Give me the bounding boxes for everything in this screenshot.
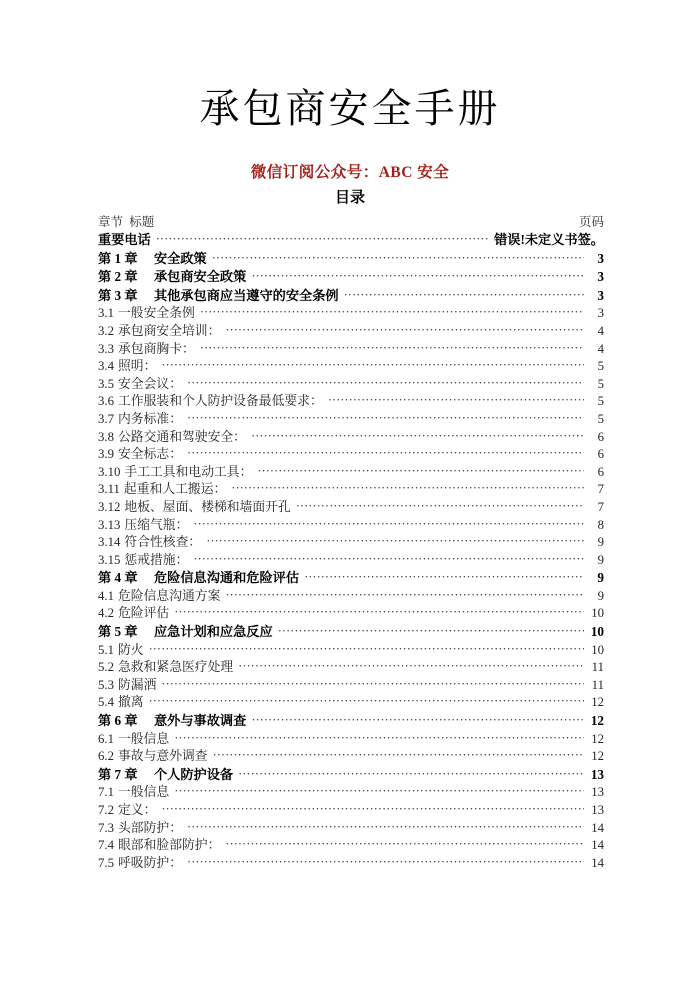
toc-entry-page-number: 10 (591, 642, 604, 657)
toc-entry[interactable] (98, 623, 604, 642)
toc-dot-leader (161, 801, 584, 819)
toc-entry[interactable] (98, 588, 604, 606)
toc-entry-number: 3.11 (98, 482, 120, 497)
toc-entry-title: 一般安全条例 (118, 306, 195, 321)
toc-entry[interactable] (98, 766, 604, 785)
toc-entry-number: 5.1 (98, 642, 114, 657)
toc-entry-number: 3.4 (98, 359, 114, 374)
toc-entry-page-number: 12 (591, 749, 604, 764)
toc-entry-page-number: 11 (591, 677, 604, 692)
toc-entry-page-number: 7 (597, 482, 604, 497)
toc-entry-title: 定义： (118, 803, 157, 817)
toc-entry-title: 危险信息沟通和危险评估 (154, 570, 300, 586)
toc-entry-page-number: 3 (597, 250, 604, 266)
toc-entry-number: 第 3 章 (98, 287, 138, 303)
toc-entry-title: 惩戒措施： (124, 552, 189, 567)
toc-entry[interactable] (98, 731, 604, 749)
toc-entry-number: 3.5 (98, 376, 114, 391)
toc-dot-leader (149, 693, 584, 711)
toc-entry[interactable] (98, 464, 604, 482)
toc-entry-page-number: 14 (591, 838, 604, 853)
toc-entry-number: 第 6 章 (98, 713, 138, 729)
toc-entry-page-number: 5 (597, 359, 604, 374)
toc-dot-leader (225, 836, 584, 854)
toc-column-header-right: 页码 (578, 215, 604, 229)
toc-dot-leader (251, 712, 584, 730)
toc-dot-leader (200, 304, 584, 322)
toc-entry-title: 防火 (118, 642, 144, 657)
toc-entry-page-number: 4 (597, 323, 604, 338)
toc-entry-title: 符合性核查： (124, 535, 202, 550)
toc-entry-page-number: 3 (597, 287, 604, 303)
toc-entry-title: 公路交通和驾驶安全： (118, 429, 246, 444)
toc-entry-title: 危险信息沟通方案 (118, 588, 221, 603)
toc-entry-number: 5.3 (98, 677, 114, 692)
toc-column-header-left: 章节 标题 (98, 215, 155, 229)
toc-entry-number: 3.15 (98, 552, 121, 567)
toc-entry-title: 安全会议： (118, 376, 182, 391)
toc-dot-leader (225, 587, 584, 605)
toc-entry-title: 承包商胸卡： (118, 341, 195, 356)
toc-entry-number: 6.1 (98, 731, 114, 746)
toc-entry-page-number: 9 (597, 570, 604, 586)
toc-entry-number: 7.3 (98, 820, 114, 835)
toc-dot-leader (187, 410, 584, 428)
toc-entry-number: 3.8 (98, 429, 114, 444)
toc-entry-page-number: 6 (597, 429, 604, 444)
toc-entry[interactable] (98, 837, 604, 855)
page-title: 承包商安全手册 (199, 86, 501, 131)
toc-entry[interactable] (98, 393, 604, 411)
toc-dot-leader (174, 730, 584, 748)
toc-entry-title: 呼吸防护： (118, 855, 182, 870)
toc-entry[interactable] (98, 552, 604, 570)
toc-dot-leader (296, 498, 584, 516)
toc-entry-number: 7.4 (98, 838, 114, 853)
toc-entry-title: 安全政策 (154, 250, 207, 266)
toc-dot-leader (156, 231, 490, 249)
toc-entry[interactable] (98, 358, 604, 376)
toc-entry-page-number: 4 (597, 341, 604, 356)
toc-dot-leader (304, 569, 584, 587)
toc-entry-title: 头部防护： (118, 820, 182, 835)
toc-dot-leader (238, 658, 584, 676)
toc-entry-title: 一般信息 (118, 731, 170, 746)
toc-entry[interactable] (98, 517, 604, 535)
toc-dot-leader (213, 747, 584, 765)
toc-entry[interactable] (98, 569, 604, 588)
toc-entry-number: 第 2 章 (98, 269, 138, 285)
toc-dot-leader (238, 766, 584, 784)
toc-entry-number: 3.7 (98, 411, 114, 426)
toc-entry-page-number: 13 (591, 785, 604, 800)
toc-entry-page-number: 6 (597, 464, 604, 479)
toc-entry-page-number: 9 (597, 588, 604, 603)
toc-entry-number: 3.2 (98, 323, 114, 338)
toc-entry-number: 7.2 (98, 803, 114, 817)
toc-entry-page-number: 8 (597, 517, 604, 532)
toc-entry[interactable] (98, 855, 604, 873)
toc-entry[interactable] (98, 287, 604, 306)
toc-entry-page-number: 12 (590, 713, 604, 729)
toc-entry-number: 5.2 (98, 660, 114, 675)
toc-entry-page-number: 7 (597, 499, 604, 514)
toc-entry-page-number: 9 (597, 552, 604, 567)
toc-dot-leader (344, 287, 584, 305)
toc-entry[interactable] (98, 605, 604, 623)
toc-entry[interactable] (98, 481, 604, 499)
toc-entry-number: 3.9 (98, 447, 114, 462)
toc-entry-page-number: 13 (591, 803, 604, 817)
toc-entry-number: 6.2 (98, 749, 114, 764)
toc-entry-title: 重要电话 (98, 232, 151, 247)
toc-dot-leader (206, 533, 584, 551)
toc-dot-leader (187, 819, 584, 837)
toc-dot-leader (174, 604, 584, 622)
toc-entry[interactable] (98, 499, 604, 517)
toc-entry[interactable] (98, 429, 604, 447)
toc-dot-leader (212, 250, 584, 268)
toc-dot-leader (161, 357, 584, 375)
toc-entry-number: 4.1 (98, 588, 114, 603)
toc-entry-title: 防漏洒 (118, 677, 157, 692)
toc-entry-title: 内务标准： (118, 411, 182, 426)
toc-dot-leader (251, 268, 584, 286)
toc-entry-title: 承包商安全政策 (154, 269, 247, 285)
toc-entry[interactable] (98, 446, 604, 464)
toc-entry-title: 承包商安全培训： (118, 323, 221, 338)
toc-entry-number: 3.14 (98, 535, 121, 550)
toc-column-header (98, 213, 604, 231)
toc-entry-page-number: 12 (591, 695, 604, 710)
toc-entry-title: 事故与意外调查 (118, 749, 208, 764)
toc-entry-page-number: 10 (590, 624, 604, 640)
toc-dot-leader (187, 854, 584, 872)
toc-entry-title: 工作服装和个人防护设备最低要求： (118, 394, 323, 409)
toc-dot-leader (161, 676, 584, 694)
toc-entry-page-number: 3 (597, 306, 604, 321)
toc-entry-page-number: 9 (597, 535, 604, 550)
toc-entry[interactable] (98, 694, 604, 712)
toc-entry-title: 撤离 (118, 695, 144, 710)
toc-dot-leader (193, 516, 584, 534)
toc-entry[interactable] (98, 231, 604, 250)
toc-entry[interactable] (98, 784, 604, 802)
toc-entry-page-number: 13 (590, 766, 604, 782)
toc-entry[interactable] (98, 268, 604, 287)
toc-entry[interactable] (98, 677, 604, 695)
toc-entry[interactable] (98, 341, 604, 359)
toc-entry-title: 危险评估 (118, 606, 170, 621)
toc-entry-number: 3.3 (98, 341, 114, 356)
toc-entry-title: 急救和紧急医疗处理 (118, 660, 234, 675)
toc-entry-page-number: 5 (597, 394, 604, 409)
toc-entry-number: 第 1 章 (98, 250, 138, 266)
toc-dot-leader (193, 551, 584, 569)
toc-entry-title: 其他承包商应当遵守的安全条例 (154, 287, 339, 303)
toc-entry-number: 7.5 (98, 855, 114, 870)
toc-entry-title: 意外与事故调查 (154, 713, 247, 729)
toc-entry[interactable] (98, 820, 604, 838)
toc-entry-number: 3.13 (98, 517, 121, 532)
toc-entry[interactable] (98, 305, 604, 323)
toc-entry-page-number: 14 (591, 820, 604, 835)
toc-dot-leader (187, 445, 584, 463)
toc-heading: 目录 (334, 189, 365, 206)
toc-entry-number: 4.2 (98, 606, 114, 621)
toc-entry-number: 第 7 章 (98, 766, 138, 782)
toc-dot-leader (187, 375, 584, 393)
toc-entry-number: 3.6 (98, 394, 114, 409)
toc-entry[interactable] (98, 642, 604, 660)
toc-entry-title: 个人防护设备 (154, 766, 234, 782)
toc-entry-title: 应急计划和应急反应 (154, 624, 273, 640)
toc-entry-page-number: 14 (591, 855, 604, 870)
toc-entry-number: 3.1 (98, 306, 114, 321)
toc-entry[interactable] (98, 659, 604, 677)
toc-entry[interactable] (98, 250, 604, 269)
toc-entry-number: 5.4 (98, 695, 114, 710)
toc-dot-leader (328, 392, 584, 410)
toc-entry-title: 照明： (118, 359, 157, 374)
toc-entry-list (98, 231, 604, 872)
toc-entry[interactable] (98, 323, 604, 341)
document-subtitle: 微信订阅公众号：ABC 安全 (250, 164, 450, 181)
toc-entry-title: 安全标志： (118, 447, 182, 462)
toc-entry-page-number: 5 (597, 376, 604, 391)
toc-dot-leader (149, 641, 584, 659)
toc-dot-leader (231, 480, 584, 498)
toc-entry-number: 3.10 (98, 464, 121, 479)
toc-entry[interactable] (98, 748, 604, 766)
toc-dot-leader (257, 463, 584, 481)
toc-entry[interactable] (98, 534, 604, 552)
toc-entry[interactable] (98, 712, 604, 731)
toc-entry-page-number: 5 (597, 411, 604, 426)
toc-entry-number: 第 5 章 (98, 624, 138, 640)
toc-entry-page-number: 6 (597, 447, 604, 462)
table-of-contents (98, 213, 604, 872)
toc-entry-title: 压缩气瓶： (124, 517, 189, 532)
toc-entry-page-number: 11 (591, 660, 604, 675)
toc-entry-title: 手工工具和电动工具： (124, 464, 253, 479)
toc-entry[interactable] (98, 376, 604, 394)
toc-dot-leader (174, 783, 584, 801)
toc-dot-leader (200, 340, 584, 358)
toc-entry-number: 3.12 (98, 499, 121, 514)
toc-entry-page-number: 12 (591, 731, 604, 746)
toc-entry-title: 地板、屋面、楼梯和墙面开孔 (124, 499, 291, 514)
toc-dot-leader (278, 623, 584, 641)
toc-entry-title: 起重和人工搬运： (123, 482, 227, 497)
toc-entry-number: 第 4 章 (98, 570, 138, 586)
toc-entry[interactable] (98, 802, 604, 820)
toc-entry[interactable] (98, 411, 604, 429)
toc-entry-page-number: 错误!未定义书签。 (494, 232, 604, 247)
toc-entry-number: 7.1 (98, 785, 114, 800)
toc-entry-title: 眼部和脸部防护： (118, 838, 221, 853)
toc-entry-page-number: 10 (591, 606, 604, 621)
toc-entry-title: 一般信息 (118, 785, 170, 800)
toc-entry-page-number: 3 (597, 269, 604, 285)
toc-dot-leader (251, 428, 584, 446)
toc-dot-leader (225, 322, 584, 340)
